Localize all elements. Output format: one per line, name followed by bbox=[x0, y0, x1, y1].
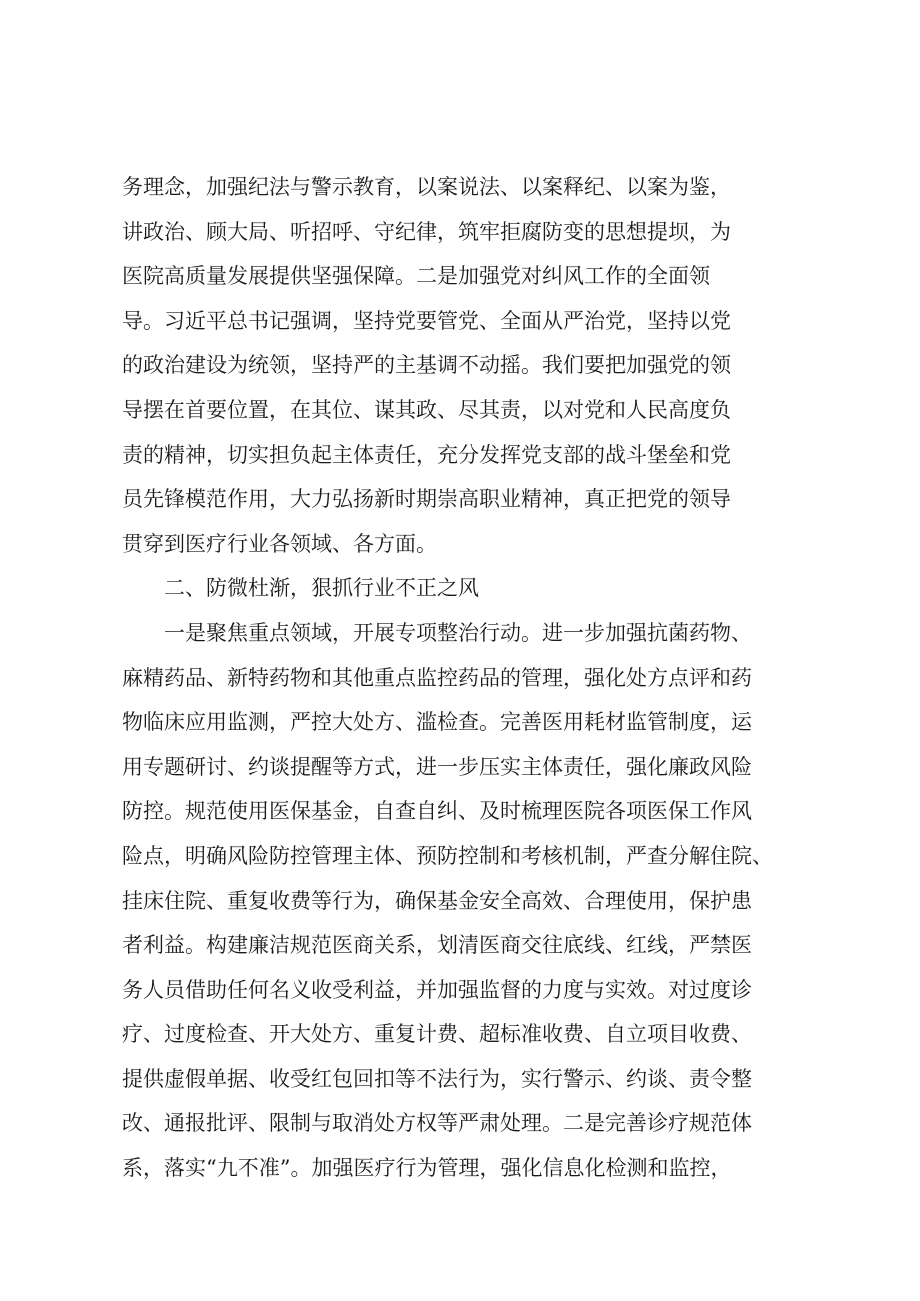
text-line-4: 导。习近平总书记强调，坚持党要管党、全面从严治党，坚持以党 bbox=[122, 308, 731, 333]
text-line-19: 务人员借助任何名义收受利益，并加强监督的力度与实效。对过度诊 bbox=[122, 977, 752, 1002]
text-line-15: 防控。规范使用医保基金，自查自纠、及时梳理医院各项医保工作风 bbox=[122, 799, 752, 824]
text-line-9: 贯穿到医疗行业各领域、各方面。 bbox=[122, 531, 437, 556]
text-line-23: 系，落实“九不准”。加强医疗行为管理，强化信息化检测和监控， bbox=[122, 1156, 732, 1181]
text-line-3: 医院高质量发展提供坚强保障。二是加强党对纠风工作的全面领 bbox=[122, 264, 710, 289]
text-line-6: 导摆在首要位置，在其位、谋其政、尽其责，以对党和人民高度负 bbox=[122, 397, 731, 422]
text-line-1: 务理念，加强纪法与警示教育，以案说法、以案释纪、以案为鉴， bbox=[122, 175, 731, 199]
section-heading: 二、防微杜渐，狠抓行业不正之风 bbox=[164, 576, 479, 601]
text-line-13: 物临床应用监测，严控大处方、滥检查。完善医用耗材监管制度，运 bbox=[122, 710, 752, 735]
text-line-5: 的政治建设为统领，坚持严的主基调不动摇。我们要把加强党的领 bbox=[122, 353, 731, 378]
text-line-20: 疗、过度检查、开大处方、重复计费、超标准收费、自立项目收费、 bbox=[122, 1022, 752, 1047]
text-line-11: 一是聚焦重点领域，开展专项整治行动。进一步加强抗菌药物、 bbox=[164, 620, 752, 645]
text-line-18: 者利益。构建廉洁规范医商关系，划清医商交往底线、红线，严禁医 bbox=[122, 933, 752, 958]
text-line-17: 挂床住院、重复收费等行为，确保基金安全高效、合理使用，保护患 bbox=[122, 888, 752, 913]
text-line-22: 改、通报批评、限制与取消处方权等严肃处理。二是完善诊疗规范体 bbox=[122, 1111, 752, 1136]
text-line-16: 险点，明确风险防控管理主体、预防控制和考核机制，严查分解住院、 bbox=[122, 843, 773, 868]
text-line-14: 用专题研讨、约谈提醒等方式，进一步压实主体责任，强化廉政风险 bbox=[122, 754, 752, 779]
text-line-12: 麻精药品、新特药物和其他重点监控药品的管理，强化处方点评和药 bbox=[122, 665, 752, 690]
text-line-7: 责的精神，切实担负起主体责任，充分发挥党支部的战斗堡垒和党 bbox=[122, 442, 731, 467]
text-line-2: 讲政治、顾大局、听招呼、守纪律，筑牢拒腐防变的思想提坝，为 bbox=[122, 219, 731, 244]
text-line-8: 员先锋模范作用，大力弘扬新时期崇高职业精神，真正把党的领导 bbox=[122, 487, 731, 512]
text-line-21: 提供虚假单据、收受红包回扣等不法行为，实行警示、约谈、责令整 bbox=[122, 1066, 752, 1091]
document-body bbox=[122, 165, 798, 1191]
